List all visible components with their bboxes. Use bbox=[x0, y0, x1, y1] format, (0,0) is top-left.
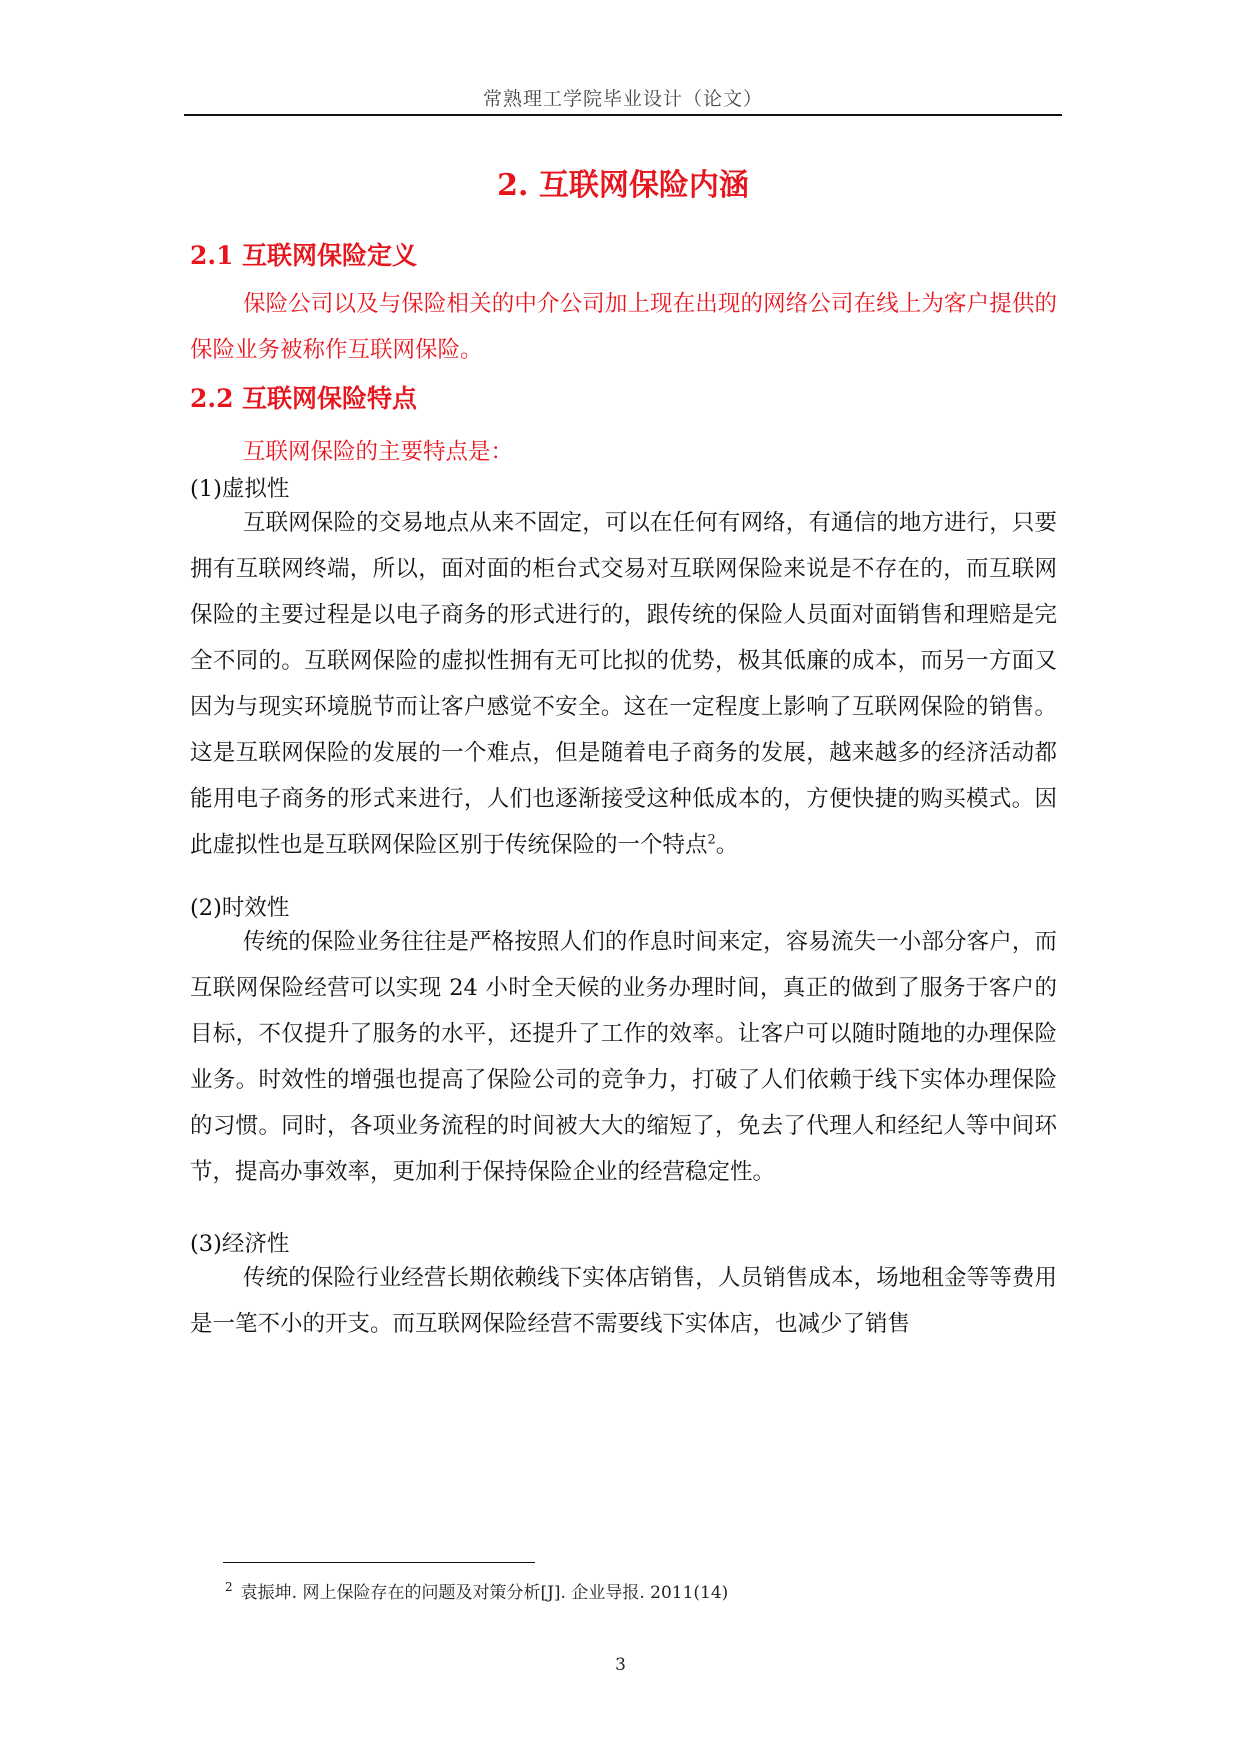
footnote-mark: 2 bbox=[225, 1580, 233, 1595]
feature-paragraph-timeliness: 传统的保险业务往往是严格按照人们的作息时间来定，容易流失一小部分客户，而互联网保险经营可以实现 24 小时全天候的业务办理时间，真正的做到了服务于客户的目标，不仅提升了服务的水平，还提升了工作的效率。让客户可以随时随地的办理保险业务。时效性的增强也提高了保险公司的竞争力，打破了人们依赖于线下实体办理保险的习惯。同时，各项业务流程的时间被大大的缩短了，免去了代理人和经纪人等中间环节，提高办事效率，更加利于保持保险企业的经营稳定性。 bbox=[190, 929, 1057, 1185]
footnote-reference[interactable]: 2 bbox=[707, 832, 716, 848]
section-heading-2-2 bbox=[190, 379, 417, 415]
features-lead-in: 互联网保险的主要特点是： bbox=[243, 439, 514, 465]
footnote-rule bbox=[223, 1562, 535, 1563]
header-rule bbox=[184, 114, 1062, 116]
section-title: 互联网保险特点 bbox=[242, 384, 418, 413]
footnote-text: 袁振坤. 网上保险存在的问题及对策分析[J]. 企业导报. 2011(14) bbox=[240, 1583, 729, 1603]
feature-label-economy: (3)经济性 bbox=[190, 1231, 290, 1257]
chapter-title: 2. 互联网保险内涵 bbox=[497, 168, 749, 203]
running-header: 常熟理工学院毕业设计（论文） bbox=[482, 88, 763, 110]
feature-paragraph-virtuality bbox=[190, 500, 1057, 868]
feature-label-timeliness: (2)时效性 bbox=[190, 895, 290, 921]
section-title: 互联网保险定义 bbox=[242, 241, 418, 270]
feature-paragraph-economy: 传统的保险行业经营长期依赖线下实体店销售，人员销售成本，场地租金等等费用是一笔不小的开支。而互联网保险经营不需要线下实体店，也减少了销售 bbox=[190, 1265, 1057, 1337]
footnote bbox=[225, 1578, 728, 1603]
paragraph-text: 互联网保险的交易地点从来不固定，可以在任何有网络，有通信的地方进行，只要拥有互联网终端，所以，面对面的柜台式交易对互联网保险来说是不存在的，而互联网保险的主要过程是以电子商务的形式进行的，跟传统的保险人员面对面销售和理赔是完全不同的。互联网保险的虚拟性拥有无可比拟的优势，极其低廉的成本，而另一方面又因为与现实环境脱节而让客户感觉不安全。这在一定程度上影响了互联网保险的销售。这是互联网保险的发展的一个难点，但是随着电子商务的发展，越来越多的经济活动都能用电子商务的形式来进行，人们也逐渐接受这种低成本的，方便快捷的购买模式。因此虚拟性也是互联网保险区别于传统保险的一个特点 bbox=[190, 510, 1057, 858]
definition-paragraph: 保险公司以及与保险相关的中介公司加上现在出现的网络公司在线上为客户提供的保险业务被称作互联网保险。 bbox=[190, 291, 1057, 363]
section-number: 2.1 bbox=[190, 241, 234, 270]
page-number: 3 bbox=[615, 1655, 626, 1675]
paragraph-text-end: 。 bbox=[715, 832, 739, 858]
feature-label-virtuality: (1)虚拟性 bbox=[190, 476, 290, 502]
section-heading-2-1 bbox=[190, 236, 417, 272]
section-number: 2.2 bbox=[190, 384, 234, 413]
